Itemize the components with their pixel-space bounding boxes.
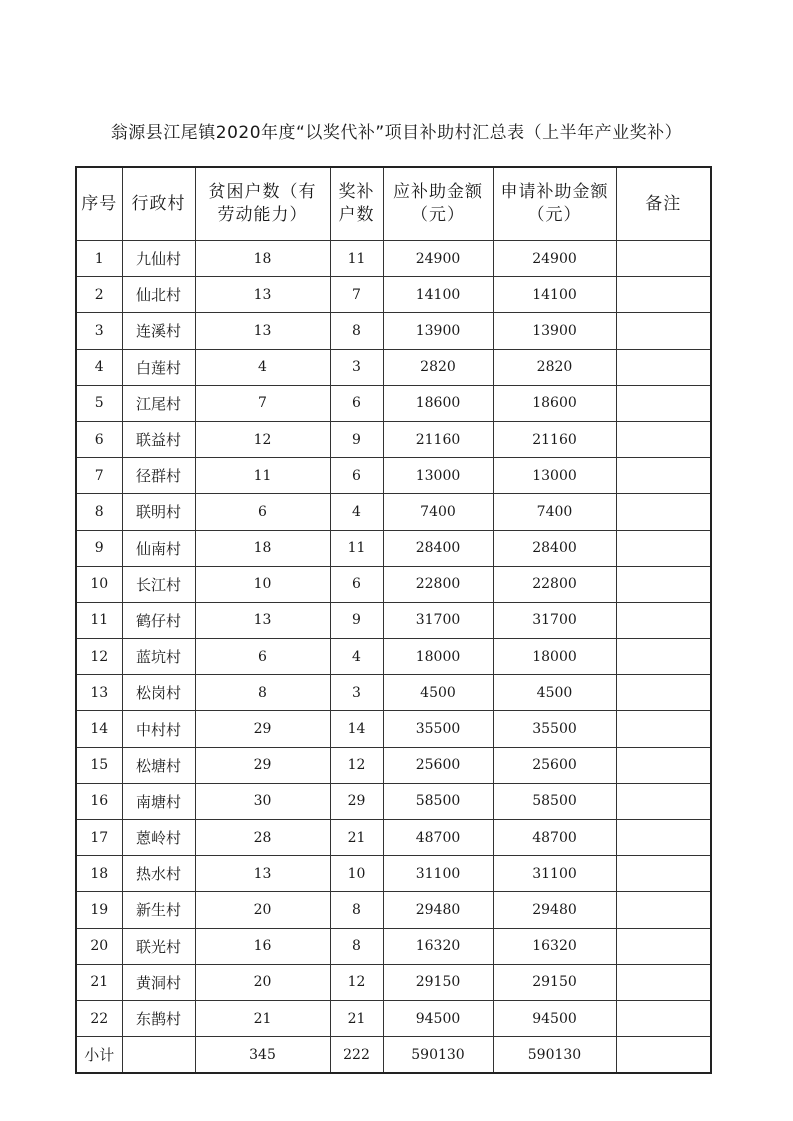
cell-reward-households: 6 (330, 458, 383, 494)
table-row (76, 964, 711, 1000)
table-row (76, 1000, 711, 1036)
cell-poor-households: 6 (195, 639, 330, 675)
cell-village: 新生村 (122, 892, 195, 928)
cell-remark (616, 964, 711, 1000)
cell-village: 仙南村 (122, 530, 195, 566)
cell-apply-amount: 94500 (493, 1000, 616, 1036)
cell-apply-amount: 4500 (493, 675, 616, 711)
document-title: 翁源县江尾镇2020年度“以奖代补”项目补助村汇总表（上半年产业奖补） (110, 123, 683, 143)
cell-seq: 10 (76, 566, 122, 602)
cell-reward-households: 6 (330, 385, 383, 421)
cell-apply-amount: 31100 (493, 856, 616, 892)
cell-due-amount: 13900 (383, 313, 493, 349)
cell-apply-amount: 18000 (493, 639, 616, 675)
header-remark: 备注 (616, 167, 711, 241)
cell-village: 连溪村 (122, 313, 195, 349)
cell-village: 黄洞村 (122, 964, 195, 1000)
cell-apply-amount: 14100 (493, 277, 616, 313)
cell-poor-households: 13 (195, 313, 330, 349)
cell-remark (616, 1000, 711, 1036)
cell-reward-households: 4 (330, 494, 383, 530)
header-due-line1: 应补助金额 (393, 182, 483, 202)
cell-apply-amount: 18600 (493, 385, 616, 421)
cell-due-amount: 18600 (383, 385, 493, 421)
cell-poor-households: 20 (195, 892, 330, 928)
header-due-line2: （元） (411, 205, 465, 225)
cell-remark (616, 602, 711, 638)
cell-due-amount: 58500 (383, 783, 493, 819)
cell-village: 松岗村 (122, 675, 195, 711)
cell-reward-households: 9 (330, 421, 383, 457)
cell-village: 蓝坑村 (122, 639, 195, 675)
cell-seq: 16 (76, 783, 122, 819)
cell-remark (616, 313, 711, 349)
cell-reward-households: 4 (330, 639, 383, 675)
table-row (76, 639, 711, 675)
cell-reward-households: 7 (330, 277, 383, 313)
cell-poor-households: 13 (195, 277, 330, 313)
cell-remark (616, 892, 711, 928)
cell-seq: 3 (76, 313, 122, 349)
table-row (76, 421, 711, 457)
cell-reward-households: 12 (330, 964, 383, 1000)
cell-village: 白莲村 (122, 349, 195, 385)
cell-due-amount: 31700 (383, 602, 493, 638)
table-body (76, 241, 711, 1037)
table-row (76, 385, 711, 421)
cell-reward-households: 8 (330, 928, 383, 964)
cell-seq: 20 (76, 928, 122, 964)
table-row (76, 783, 711, 819)
cell-due-amount: 14100 (383, 277, 493, 313)
cell-remark (616, 820, 711, 856)
header-village: 行政村 (122, 167, 195, 241)
cell-poor-households: 30 (195, 783, 330, 819)
cell-reward-households: 3 (330, 349, 383, 385)
cell-poor-households: 13 (195, 856, 330, 892)
cell-village: 蒽岭村 (122, 820, 195, 856)
cell-reward-households: 21 (330, 1000, 383, 1036)
table-row (76, 241, 711, 277)
cell-due-amount: 2820 (383, 349, 493, 385)
cell-village: 联光村 (122, 928, 195, 964)
header-reward-households (330, 167, 383, 241)
cell-reward-households: 14 (330, 711, 383, 747)
cell-village: 径群村 (122, 458, 195, 494)
header-apply-line1: 申请补助金额 (500, 182, 609, 202)
cell-poor-households: 12 (195, 421, 330, 457)
cell-seq: 2 (76, 277, 122, 313)
cell-seq: 15 (76, 747, 122, 783)
header-poor-line2: 劳动能力） (217, 205, 308, 225)
table-row (76, 313, 711, 349)
cell-apply-amount: 13900 (493, 313, 616, 349)
table-row (76, 566, 711, 602)
cell-due-amount: 31100 (383, 856, 493, 892)
cell-village: 长江村 (122, 566, 195, 602)
cell-seq: 21 (76, 964, 122, 1000)
total-row (76, 1037, 711, 1074)
cell-apply-amount: 2820 (493, 349, 616, 385)
cell-seq: 1 (76, 241, 122, 277)
table-row (76, 602, 711, 638)
cell-village: 联益村 (122, 421, 195, 457)
cell-poor-households: 10 (195, 566, 330, 602)
cell-apply-amount: 7400 (493, 494, 616, 530)
cell-apply-amount: 31700 (493, 602, 616, 638)
cell-apply-amount: 48700 (493, 820, 616, 856)
table-row (76, 494, 711, 530)
cell-seq: 4 (76, 349, 122, 385)
cell-remark (616, 675, 711, 711)
cell-remark (616, 747, 711, 783)
total-apply: 590130 (493, 1037, 616, 1074)
table-row (76, 747, 711, 783)
cell-poor-households: 4 (195, 349, 330, 385)
cell-village: 联明村 (122, 494, 195, 530)
cell-seq: 8 (76, 494, 122, 530)
cell-reward-households: 11 (330, 530, 383, 566)
cell-seq: 7 (76, 458, 122, 494)
cell-due-amount: 28400 (383, 530, 493, 566)
cell-poor-households: 20 (195, 964, 330, 1000)
header-apply-amount (493, 167, 616, 241)
cell-reward-households: 3 (330, 675, 383, 711)
header-row (76, 167, 711, 241)
cell-remark (616, 566, 711, 602)
cell-due-amount: 7400 (383, 494, 493, 530)
cell-reward-households: 9 (330, 602, 383, 638)
cell-apply-amount: 29480 (493, 892, 616, 928)
cell-remark (616, 783, 711, 819)
cell-remark (616, 711, 711, 747)
cell-due-amount: 13000 (383, 458, 493, 494)
cell-due-amount: 16320 (383, 928, 493, 964)
summary-table (75, 166, 712, 1074)
cell-village: 仙北村 (122, 277, 195, 313)
cell-apply-amount: 21160 (493, 421, 616, 457)
header-reward-line2: 户数 (338, 205, 375, 225)
cell-apply-amount: 24900 (493, 241, 616, 277)
cell-apply-amount: 58500 (493, 783, 616, 819)
cell-apply-amount: 25600 (493, 747, 616, 783)
cell-reward-households: 29 (330, 783, 383, 819)
cell-remark (616, 928, 711, 964)
table-row (76, 820, 711, 856)
cell-seq: 11 (76, 602, 122, 638)
table-row (76, 349, 711, 385)
cell-poor-households: 16 (195, 928, 330, 964)
table-row (76, 530, 711, 566)
header-seq: 序号 (76, 167, 122, 241)
cell-due-amount: 29150 (383, 964, 493, 1000)
cell-poor-households: 18 (195, 241, 330, 277)
cell-due-amount: 21160 (383, 421, 493, 457)
cell-poor-households: 7 (195, 385, 330, 421)
total-label: 小计 (76, 1037, 122, 1074)
table-row (76, 711, 711, 747)
header-due-amount (383, 167, 493, 241)
cell-remark (616, 530, 711, 566)
cell-village: 江尾村 (122, 385, 195, 421)
cell-seq: 13 (76, 675, 122, 711)
cell-seq: 18 (76, 856, 122, 892)
cell-remark (616, 639, 711, 675)
cell-remark (616, 385, 711, 421)
total-village (122, 1037, 195, 1074)
cell-reward-households: 10 (330, 856, 383, 892)
cell-village: 东鹊村 (122, 1000, 195, 1036)
cell-poor-households: 11 (195, 458, 330, 494)
total-remark (616, 1037, 711, 1074)
cell-remark (616, 458, 711, 494)
total-reward: 222 (330, 1037, 383, 1074)
cell-seq: 12 (76, 639, 122, 675)
cell-poor-households: 8 (195, 675, 330, 711)
table-row (76, 277, 711, 313)
cell-poor-households: 29 (195, 747, 330, 783)
cell-due-amount: 22800 (383, 566, 493, 602)
table-row (76, 928, 711, 964)
cell-seq: 22 (76, 1000, 122, 1036)
cell-seq: 5 (76, 385, 122, 421)
cell-poor-households: 18 (195, 530, 330, 566)
cell-reward-households: 6 (330, 566, 383, 602)
cell-remark (616, 349, 711, 385)
cell-reward-households: 8 (330, 313, 383, 349)
cell-due-amount: 25600 (383, 747, 493, 783)
cell-due-amount: 18000 (383, 639, 493, 675)
cell-apply-amount: 28400 (493, 530, 616, 566)
cell-poor-households: 6 (195, 494, 330, 530)
header-poor-households (195, 167, 330, 241)
cell-apply-amount: 22800 (493, 566, 616, 602)
cell-seq: 6 (76, 421, 122, 457)
cell-due-amount: 94500 (383, 1000, 493, 1036)
table-row (76, 458, 711, 494)
cell-seq: 17 (76, 820, 122, 856)
cell-seq: 19 (76, 892, 122, 928)
cell-due-amount: 4500 (383, 675, 493, 711)
cell-due-amount: 48700 (383, 820, 493, 856)
cell-poor-households: 29 (195, 711, 330, 747)
cell-remark (616, 421, 711, 457)
cell-apply-amount: 29150 (493, 964, 616, 1000)
cell-reward-households: 21 (330, 820, 383, 856)
cell-due-amount: 35500 (383, 711, 493, 747)
total-poor: 345 (195, 1037, 330, 1074)
cell-village: 热水村 (122, 856, 195, 892)
cell-remark (616, 494, 711, 530)
cell-reward-households: 11 (330, 241, 383, 277)
cell-reward-households: 12 (330, 747, 383, 783)
cell-seq: 14 (76, 711, 122, 747)
cell-village: 松塘村 (122, 747, 195, 783)
cell-remark (616, 856, 711, 892)
table-row (76, 856, 711, 892)
cell-apply-amount: 35500 (493, 711, 616, 747)
cell-poor-households: 28 (195, 820, 330, 856)
total-due: 590130 (383, 1037, 493, 1074)
table-row (76, 675, 711, 711)
cell-reward-households: 8 (330, 892, 383, 928)
cell-poor-households: 13 (195, 602, 330, 638)
header-apply-line2: （元） (527, 205, 582, 225)
cell-apply-amount: 16320 (493, 928, 616, 964)
cell-village: 中村村 (122, 711, 195, 747)
cell-remark (616, 277, 711, 313)
cell-poor-households: 21 (195, 1000, 330, 1036)
table-row (76, 892, 711, 928)
header-poor-line1: 贫困户数（有 (208, 182, 317, 202)
cell-apply-amount: 13000 (493, 458, 616, 494)
cell-due-amount: 24900 (383, 241, 493, 277)
cell-remark (616, 241, 711, 277)
cell-village: 鹤仔村 (122, 602, 195, 638)
header-reward-line1: 奖补 (338, 182, 375, 202)
cell-village: 南塘村 (122, 783, 195, 819)
cell-seq: 9 (76, 530, 122, 566)
cell-due-amount: 29480 (383, 892, 493, 928)
cell-village: 九仙村 (122, 241, 195, 277)
